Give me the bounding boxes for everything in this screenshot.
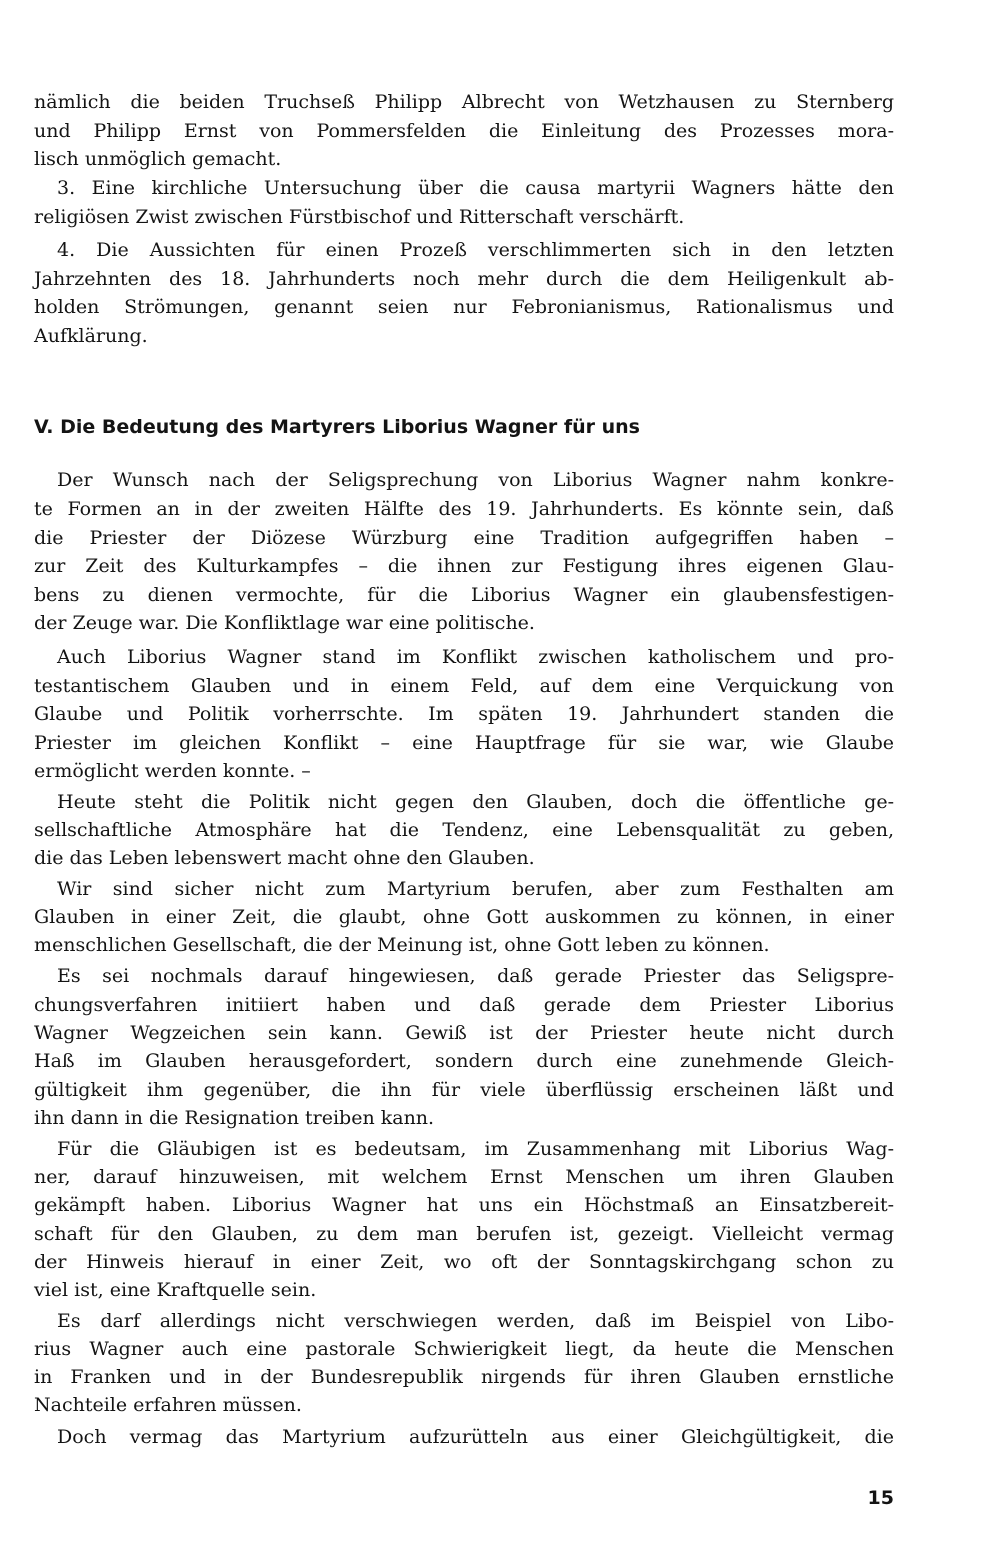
text-line: testantischem Glauben und in einem Feld, auf dem eine Verquickung von: [34, 675, 894, 697]
text-line: 3. Eine kirchliche Untersuchung über die causa martyrii Wagners hätte den: [57, 177, 894, 199]
text-line: gekämpft haben. Liborius Wagner hat uns ein Höchstmaß an Einsatzbereit-: [34, 1194, 894, 1216]
text-line: ihn dann in die Resignation treiben kann.: [34, 1107, 435, 1129]
text-line: in Franken und in der Bundesrepublik nirgends für ihren Glauben ernstliche: [34, 1366, 894, 1388]
text-line: lisch unmöglich gemacht.: [34, 148, 282, 170]
text-line: rius Wagner auch eine pastorale Schwierigkeit liegt, da heute die Menschen: [34, 1338, 894, 1360]
text-line: chungsverfahren initiiert haben und daß gerade dem Priester Liborius: [34, 994, 894, 1016]
text-line: ermöglicht werden konnte. –: [34, 760, 311, 782]
text-line: bens zu dienen vermochte, für die Liborius Wagner ein glaubensfestigen-: [34, 584, 894, 606]
text-line: ner, darauf hinzuweisen, mit welchem Ernst Menschen um ihren Glauben: [34, 1166, 894, 1188]
text-line: zur Zeit des Kulturkampfes – die ihnen zur Festigung ihres eigenen Glau-: [34, 555, 894, 577]
text-line: schaft für den Glauben, zu dem man berufen ist, gezeigt. Vielleicht vermag: [34, 1223, 894, 1245]
text-line: der Hinweis hierauf in einer Zeit, wo oft der Sonntagskirchgang schon zu: [34, 1251, 894, 1273]
page-number: 15: [867, 1487, 894, 1509]
text-line: Der Wunsch nach der Seligsprechung von Liborius Wagner nahm konkre-: [57, 469, 894, 491]
text-line: die Priester der Diözese Würzburg eine Tradition aufgegriffen haben –: [34, 527, 894, 549]
text-line: Glaube und Politik vorherrschte. Im späten 19. Jahrhundert standen die: [34, 703, 894, 725]
text-line: menschlichen Gesellschaft, die der Meinung ist, ohne Gott leben zu können.: [34, 934, 770, 956]
text-line: Es darf allerdings nicht verschwiegen werden, daß im Beispiel von Libo-: [57, 1310, 894, 1332]
text-line: Jahrzehnten des 18. Jahrhunderts noch mehr durch die dem Heiligenkult ab-: [34, 268, 894, 290]
section-heading: V. Die Bedeutung des Martyrers Liborius Wagner für uns: [34, 416, 640, 438]
text-line: sellschaftliche Atmosphäre hat die Tendenz, eine Lebensqualität zu geben,: [34, 819, 894, 841]
text-line: 4. Die Aussichten für einen Prozeß verschlimmerten sich in den letzten: [57, 239, 894, 261]
text-line: Auch Liborius Wagner stand im Konflikt zwischen katholischem und pro-: [57, 646, 894, 668]
text-line: Doch vermag das Martyrium aufzurütteln aus einer Gleichgültigkeit, die: [57, 1426, 894, 1448]
text-line: Nachteile erfahren müssen.: [34, 1394, 302, 1416]
text-line: religiösen Zwist zwischen Fürstbischof und Ritterschaft verschärft.: [34, 206, 685, 228]
text-line: nämlich die beiden Truchseß Philipp Albrecht von Wetzhausen zu Sternberg: [34, 91, 894, 113]
text-line: Für die Gläubigen ist es bedeutsam, im Zusammenhang mit Liborius Wag-: [57, 1138, 894, 1160]
text-line: die das Leben lebenswert macht ohne den Glauben.: [34, 847, 535, 869]
text-line: Haß im Glauben herausgefordert, sondern durch eine zunehmende Gleich-: [34, 1050, 894, 1072]
text-line: Es sei nochmals darauf hingewiesen, daß gerade Priester das Seligspre-: [57, 965, 894, 987]
text-line: Priester im gleichen Konflikt – eine Hauptfrage für sie war, wie Glaube: [34, 732, 894, 754]
text-line: der Zeuge war. Die Konfliktlage war eine politische.: [34, 612, 535, 634]
text-line: Wir sind sicher nicht zum Martyrium berufen, aber zum Festhalten am: [57, 878, 894, 900]
text-line: viel ist, eine Kraftquelle sein.: [34, 1279, 317, 1301]
text-line: Glauben in einer Zeit, die glaubt, ohne Gott auskommen zu können, in einer: [34, 906, 894, 928]
text-line: te Formen an in der zweiten Hälfte des 19. Jahrhunderts. Es könnte sein, daß: [34, 498, 894, 520]
text-line: Wagner Wegzeichen sein kann. Gewiß ist der Priester heute nicht durch: [34, 1022, 894, 1044]
text-line: Aufklärung.: [34, 325, 148, 347]
text-line: holden Strömungen, genannt seien nur Febronianismus, Rationalismus und: [34, 296, 894, 318]
text-line: gültigkeit ihm gegenüber, die ihn für viele überflüssig erscheinen läßt und: [34, 1079, 894, 1101]
text-line: Heute steht die Politik nicht gegen den Glauben, doch die öffentliche ge-: [57, 791, 894, 813]
text-line: und Philipp Ernst von Pommersfelden die Einleitung des Prozesses mora-: [34, 120, 894, 142]
